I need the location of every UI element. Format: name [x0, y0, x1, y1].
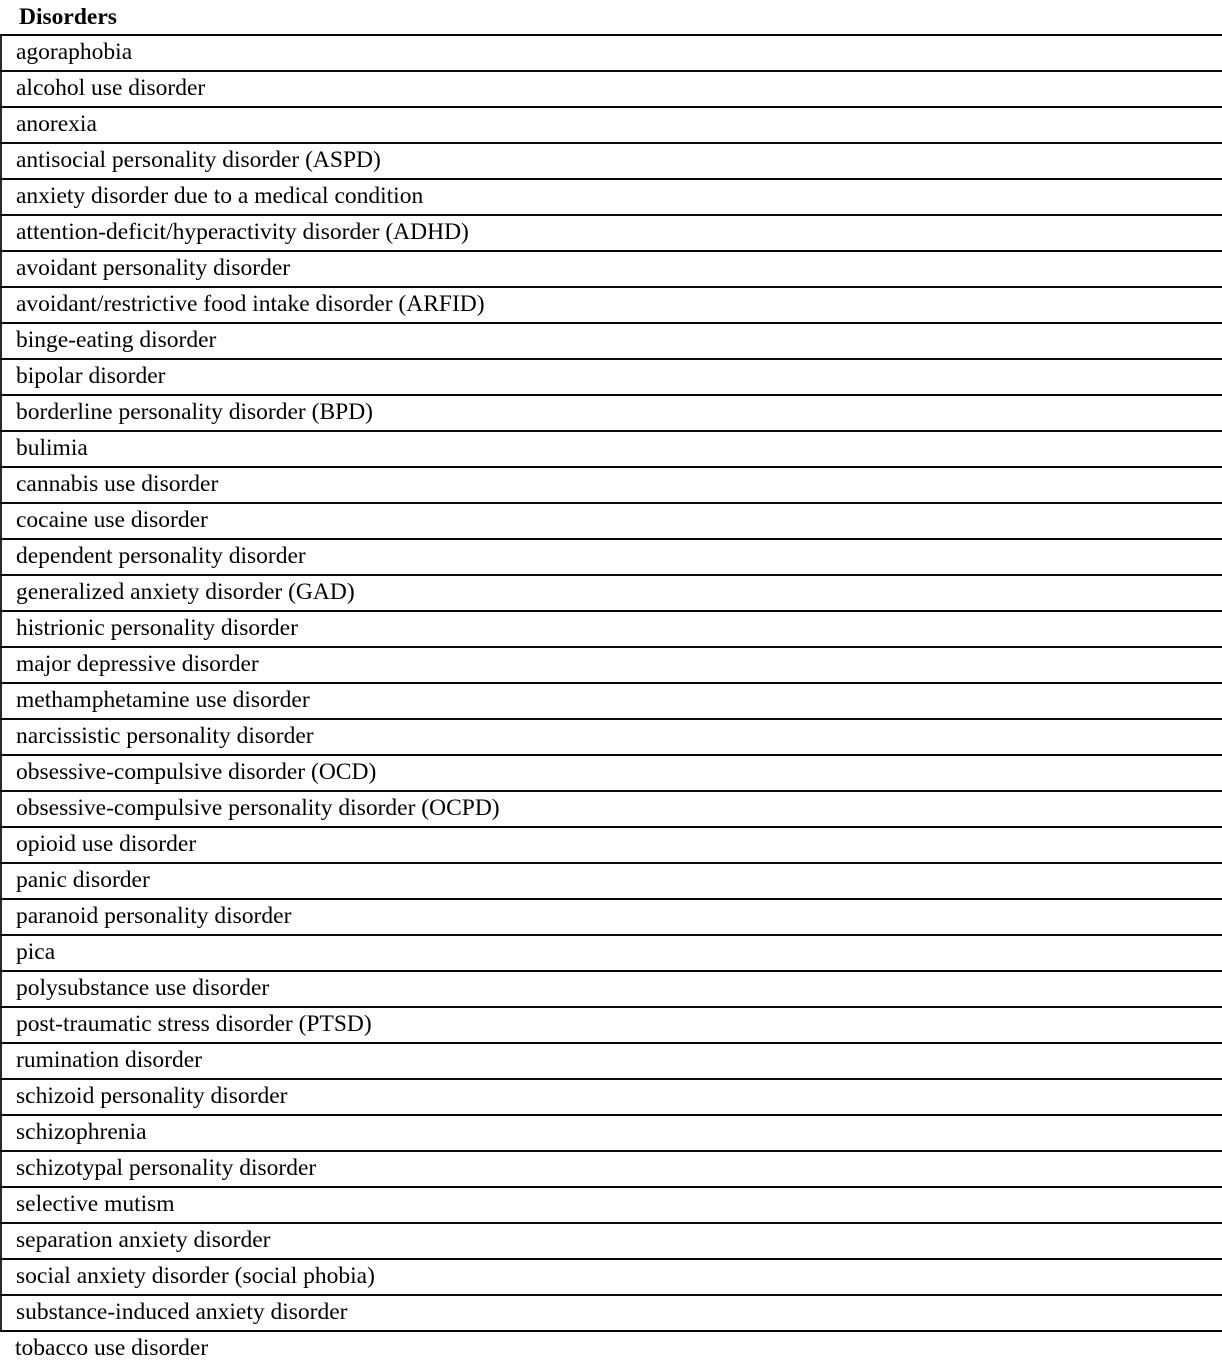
table-row — [1, 971, 1222, 1007]
table-row — [1, 35, 1222, 71]
table-row — [1, 323, 1222, 359]
table-row — [1, 1331, 1222, 1366]
disorder-name: narcissistic personality disorder — [1, 719, 1222, 755]
table-row — [1, 1043, 1222, 1079]
disorder-name: borderline personality disorder (BPD) — [1, 395, 1222, 431]
table-row — [1, 1007, 1222, 1043]
table-row — [1, 791, 1222, 827]
table-row — [1, 71, 1222, 107]
disorder-name: substance-induced anxiety disorder — [1, 1295, 1222, 1331]
disorder-name: cocaine use disorder — [1, 503, 1222, 539]
disorder-name: schizoid personality disorder — [1, 1079, 1222, 1115]
table-row — [1, 251, 1222, 287]
disorder-name: histrionic personality disorder — [1, 611, 1222, 647]
table-head — [1, 0, 1222, 35]
disorder-name: paranoid personality disorder — [1, 899, 1222, 935]
table-row — [1, 899, 1222, 935]
table-row — [1, 863, 1222, 899]
disorder-name: antisocial personality disorder (ASPD) — [1, 143, 1222, 179]
table-row — [1, 1187, 1222, 1223]
disorder-name: post-traumatic stress disorder (PTSD) — [1, 1007, 1222, 1043]
table-row — [1, 1079, 1222, 1115]
table-row — [1, 287, 1222, 323]
table-row — [1, 431, 1222, 467]
table-row — [1, 683, 1222, 719]
table-row — [1, 143, 1222, 179]
table-row — [1, 107, 1222, 143]
disorder-name: attention-deficit/hyperactivity disorder (ADHD) — [1, 215, 1222, 251]
table-row — [1, 1223, 1222, 1259]
table-row — [1, 935, 1222, 971]
disorder-name: schizophrenia — [1, 1115, 1222, 1151]
table-row — [1, 611, 1222, 647]
table-row — [1, 179, 1222, 215]
disorder-name: schizotypal personality disorder — [1, 1151, 1222, 1187]
disorder-name: tobacco use disorder — [15, 1335, 209, 1362]
disorder-name: separation anxiety disorder — [1, 1223, 1222, 1259]
disorder-name: polysubstance use disorder — [1, 971, 1222, 1007]
disorder-name: methamphetamine use disorder — [1, 683, 1222, 719]
disorder-name: avoidant personality disorder — [1, 251, 1222, 287]
table-body — [1, 35, 1222, 1366]
table-row — [1, 359, 1222, 395]
table-row — [1, 503, 1222, 539]
table-row — [1, 395, 1222, 431]
disorder-name: binge-eating disorder — [1, 323, 1222, 359]
table-row — [1, 539, 1222, 575]
table-row — [1, 719, 1222, 755]
table-row — [1, 575, 1222, 611]
disorder-name: anxiety disorder due to a medical condition — [1, 179, 1222, 215]
header-row — [1, 0, 1222, 35]
disorder-name: selective mutism — [1, 1187, 1222, 1223]
disorder-name: opioid use disorder — [1, 827, 1222, 863]
table-row — [1, 1115, 1222, 1151]
table-row — [1, 1295, 1222, 1331]
disorder-name: anorexia — [1, 107, 1222, 143]
table-row — [1, 1151, 1222, 1187]
disorder-name: rumination disorder — [1, 1043, 1222, 1079]
disorder-name: panic disorder — [1, 863, 1222, 899]
disorder-name: alcohol use disorder — [1, 71, 1222, 107]
table-row — [1, 755, 1222, 791]
disorder-name: avoidant/restrictive food intake disorder (ARFID) — [1, 287, 1222, 323]
disorder-name: cannabis use disorder — [1, 467, 1222, 503]
disorder-name: generalized anxiety disorder (GAD) — [1, 575, 1222, 611]
disorder-name: obsessive-compulsive disorder (OCD) — [1, 755, 1222, 791]
column-header-disorders: Disorders — [1, 0, 1222, 35]
disorder-name: agoraphobia — [1, 35, 1222, 71]
disorder-name: major depressive disorder — [1, 647, 1222, 683]
disorder-name: bulimia — [1, 431, 1222, 467]
table-row — [1, 215, 1222, 251]
disorder-name: social anxiety disorder (social phobia) — [1, 1259, 1222, 1295]
disorder-name: pica — [1, 935, 1222, 971]
table-row — [1, 467, 1222, 503]
table-row — [1, 1259, 1222, 1295]
table-row — [1, 827, 1222, 863]
disorder-name: obsessive-compulsive personality disorder (OCPD) — [1, 791, 1222, 827]
disorder-name: bipolar disorder — [1, 359, 1222, 395]
table-row — [1, 647, 1222, 683]
disorder-name: dependent personality disorder — [1, 539, 1222, 575]
